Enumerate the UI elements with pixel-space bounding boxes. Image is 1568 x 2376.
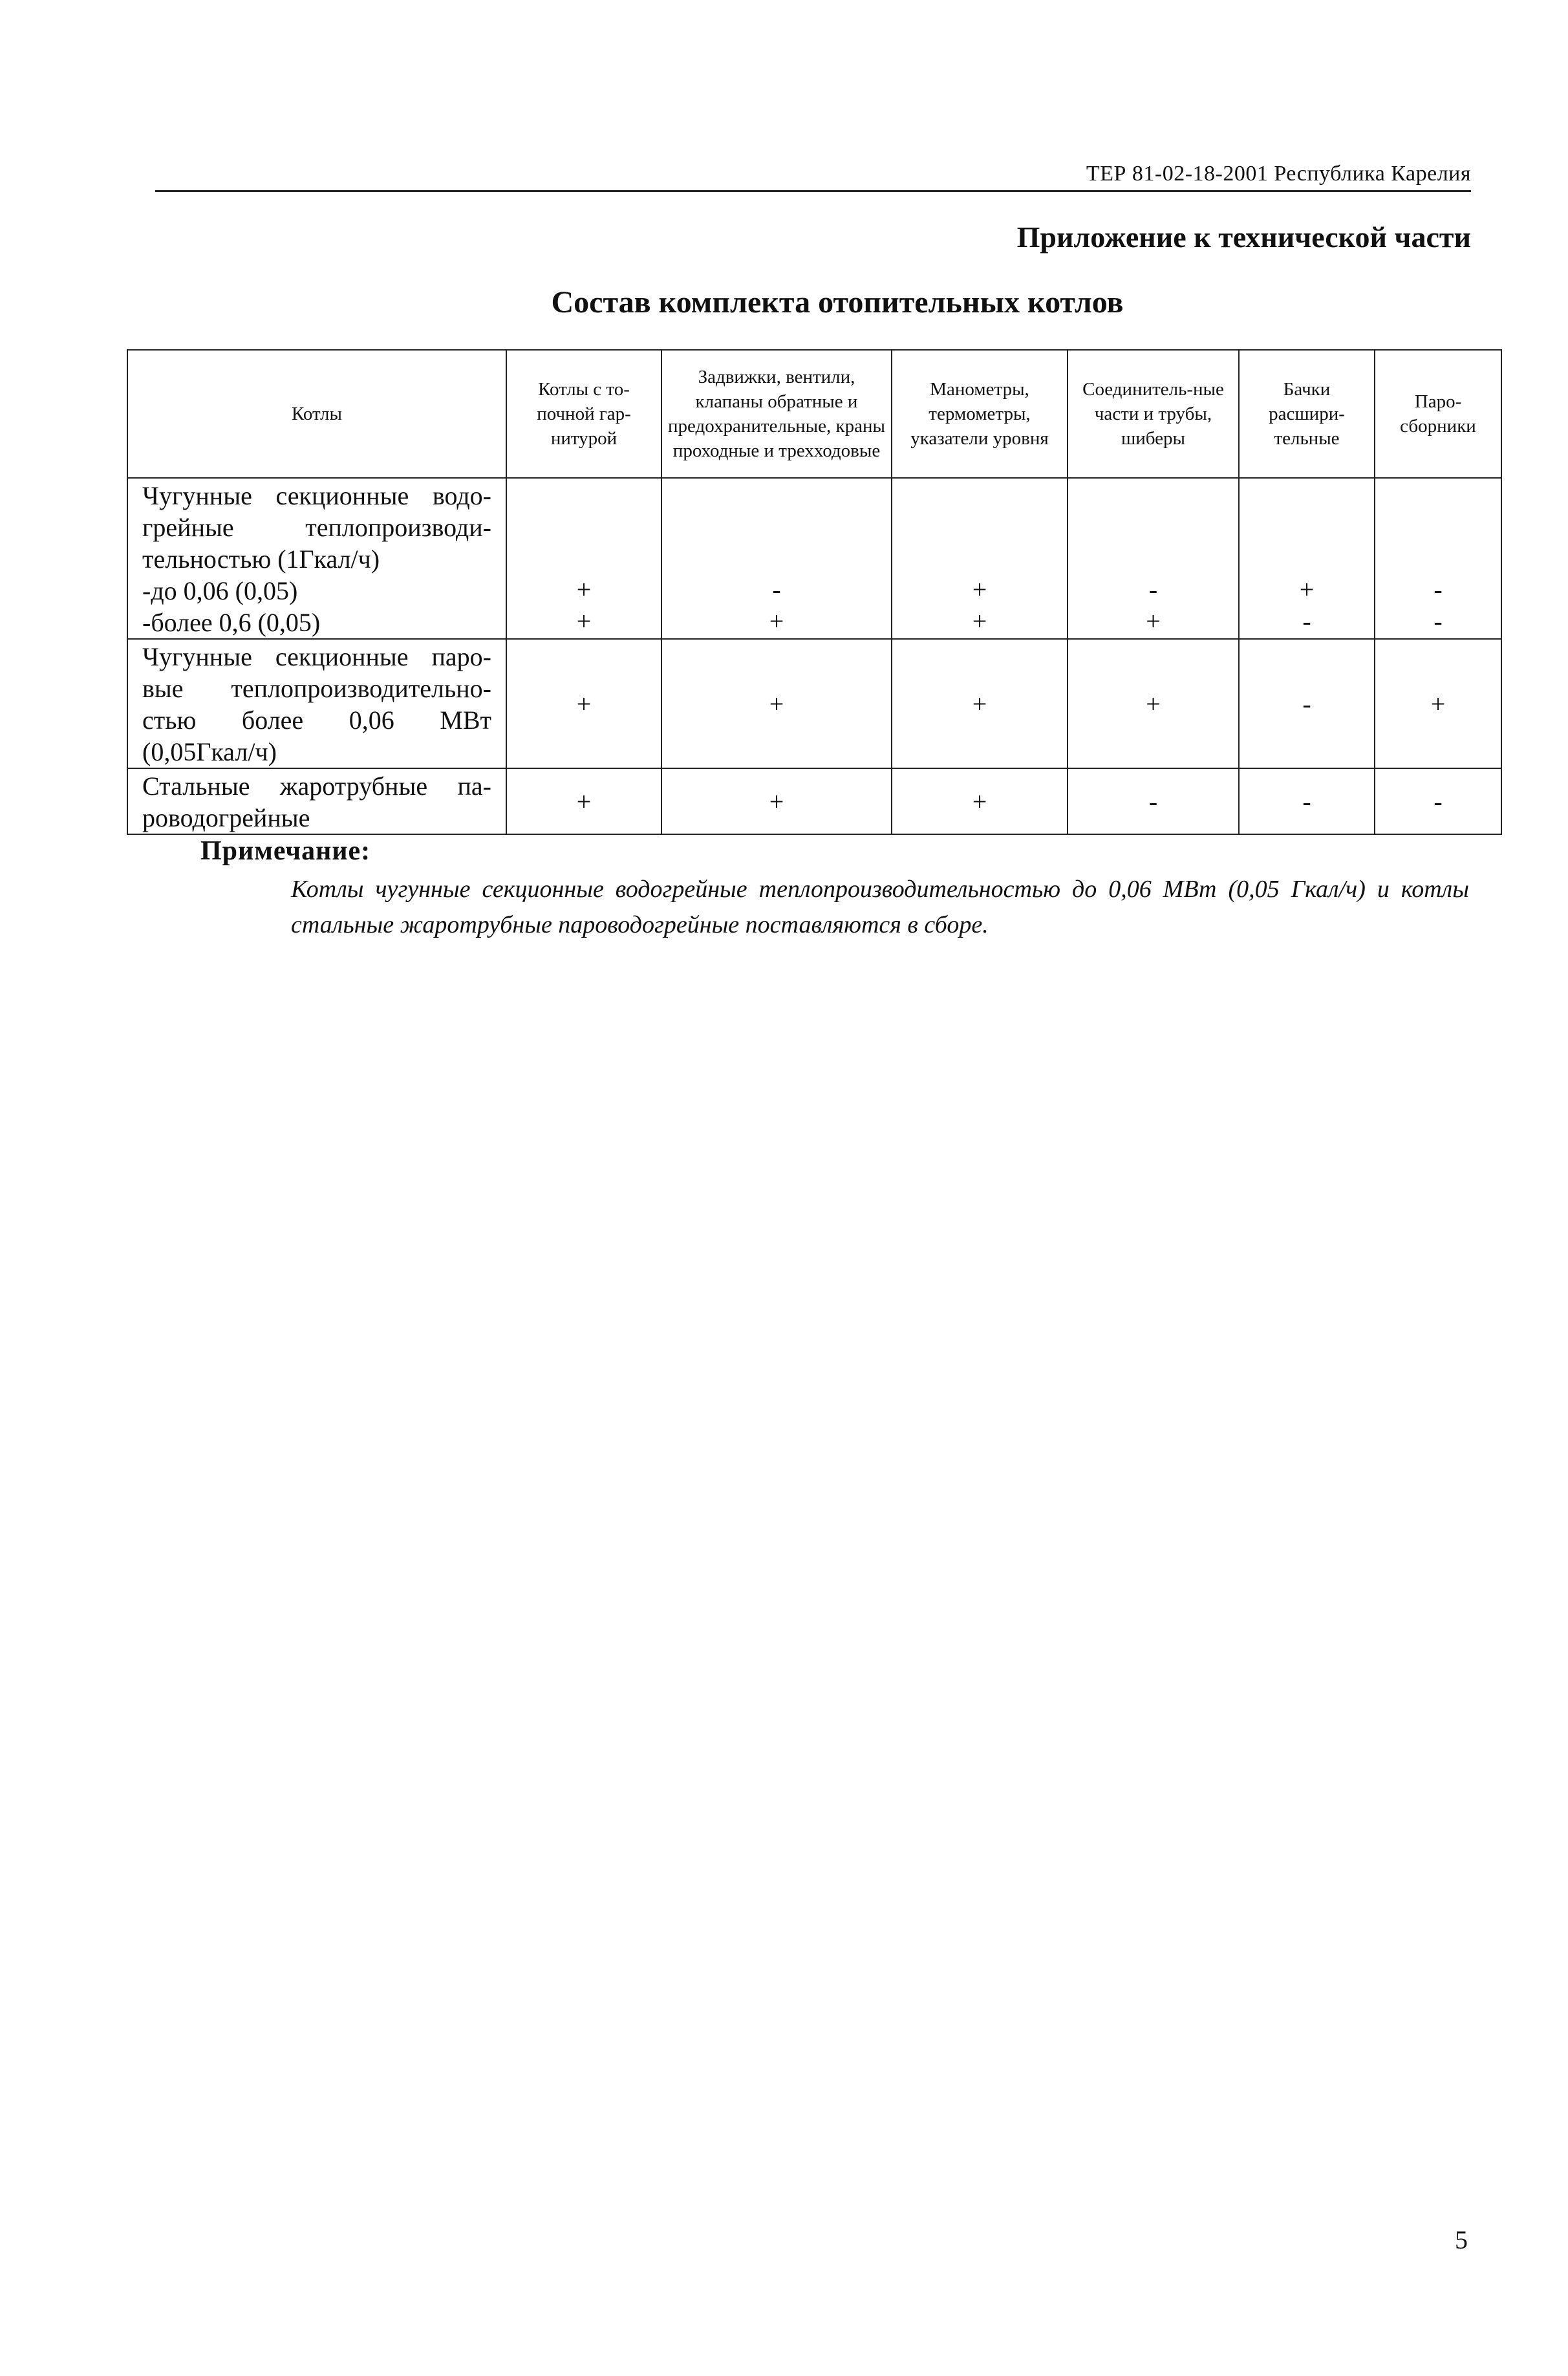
mark: + — [769, 607, 784, 636]
mark-cell: + — [506, 639, 661, 768]
note-text: Котлы чугунные секционные водогрейные теплопроизводительностью до 0,06 МВт (0,05 Гкал/ч) и котлы стальные жаротрубные пароводогрейные поставляются в сборе. — [291, 876, 1469, 938]
header-divider — [155, 190, 1471, 192]
page-title: Состав комплекта отопительных котлов — [551, 285, 1124, 319]
column-header-boilers: Котлы — [127, 350, 506, 478]
mark-cell: - — [1239, 768, 1375, 834]
mark: + — [576, 607, 592, 636]
mark-cell — [1375, 478, 1501, 639]
mark: - — [1434, 607, 1443, 636]
mark: - — [1148, 575, 1158, 604]
name-line: Чугунные секционные паро- — [142, 642, 491, 671]
appendix-heading: Приложение к технической части — [1016, 221, 1471, 254]
boiler-name-cast-iron-steam — [127, 639, 506, 768]
boiler-name-cast-iron-water — [127, 478, 506, 639]
name-line: грейные теплопроизводи- — [142, 513, 491, 542]
name-line: стью более 0,06 МВт — [142, 706, 491, 735]
mark-cell — [661, 478, 892, 639]
name-line: Чугунные секционные водо- — [142, 481, 491, 510]
mark: - — [1302, 607, 1311, 636]
mark-cell: + — [506, 768, 661, 834]
mark-cell: - — [1068, 768, 1239, 834]
name-line: вые теплопроизводительно- — [142, 674, 491, 703]
column-header-connectors: Соединитель-ные части и трубы, шиберы — [1068, 350, 1239, 478]
name-line: -более 0,6 (0,05) — [142, 608, 321, 637]
mark: + — [1146, 607, 1161, 636]
column-header-furnace-fittings: Котлы с то-почной гар-нитурой — [506, 350, 661, 478]
document-reference: ТЕР 81-02-18-2001 Республика Карелия — [1086, 162, 1471, 186]
boiler-name-steel-firetube — [127, 768, 506, 834]
mark-cell: + — [661, 768, 892, 834]
table-header-row — [127, 350, 1501, 478]
mark-cell — [892, 478, 1068, 639]
mark-cell: - — [1239, 639, 1375, 768]
table-row — [127, 478, 1501, 639]
name-line: -до 0,06 (0,05) — [142, 576, 298, 605]
mark: + — [972, 575, 987, 604]
boiler-kit-table — [127, 349, 1502, 835]
note-label: Примечание: — [200, 836, 371, 866]
mark: - — [1434, 575, 1443, 604]
mark-cell — [506, 478, 661, 639]
table-row — [127, 639, 1501, 768]
name-line: тельностью (1Гкал/ч) — [142, 545, 380, 574]
page-number: 5 — [1455, 2225, 1468, 2254]
mark: - — [772, 575, 781, 604]
name-line: Стальные жаротрубные па- — [142, 772, 491, 801]
mark-cell: + — [661, 639, 892, 768]
column-header-gauges: Манометры, термометры, указатели уровня — [892, 350, 1068, 478]
mark: + — [972, 607, 987, 636]
mark-cell: + — [1068, 639, 1239, 768]
mark-cell: - — [1375, 768, 1501, 834]
column-header-expansion-tanks: Бачки расшири-тельные — [1239, 350, 1375, 478]
mark-cell — [1068, 478, 1239, 639]
mark-cell: + — [1375, 639, 1501, 768]
table-row — [127, 768, 1501, 834]
column-header-steam-collectors: Паро-сборники — [1375, 350, 1501, 478]
mark: + — [576, 575, 592, 604]
mark: + — [1299, 575, 1315, 604]
name-line: роводогрейные — [142, 803, 310, 832]
column-header-valves: Задвижки, вентили, клапаны обратные и предохранительные, краны проходные и трехходовые — [661, 350, 892, 478]
name-line: (0,05Гкал/ч) — [142, 737, 277, 766]
mark-cell — [1239, 478, 1375, 639]
mark-cell: + — [892, 768, 1068, 834]
mark-cell: + — [892, 639, 1068, 768]
